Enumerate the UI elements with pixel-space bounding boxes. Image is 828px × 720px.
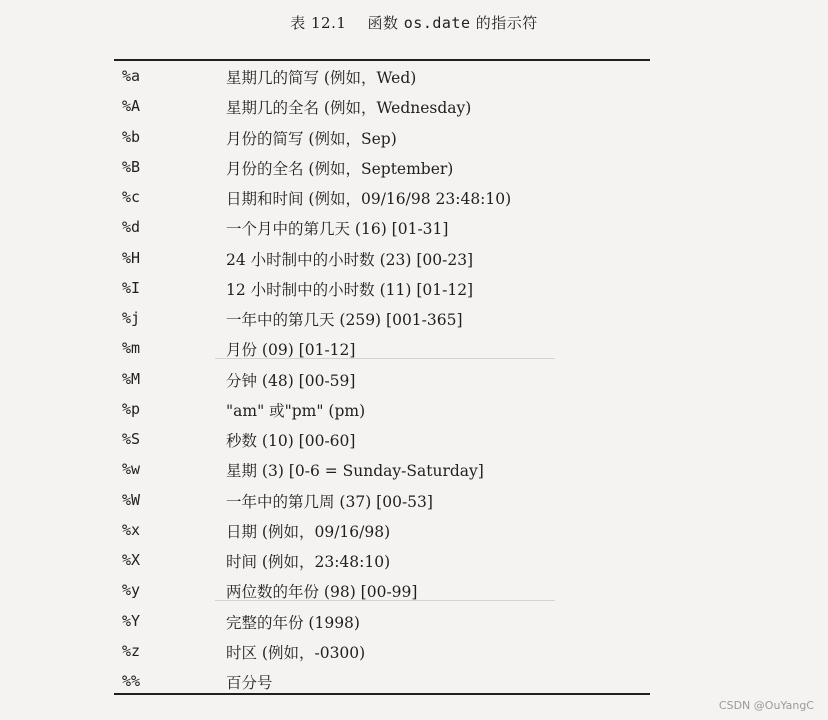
table-row [114, 124, 650, 154]
specifier-description: 日期和时间 (例如，09/16/98 23:48:10) [226, 190, 512, 208]
specifier-code: %x [122, 520, 141, 539]
table-row [114, 396, 650, 426]
specifier-code: %H [122, 248, 141, 267]
specifier-description: 月份 (09) [01-12] [226, 341, 356, 360]
table-row [114, 608, 650, 638]
table-row [114, 275, 650, 305]
specifier-description: 月份的简写 (例如，Sep) [226, 129, 397, 148]
specifier-code: %% [122, 672, 141, 690]
specifier-description: 完整的年份 (1998) [226, 613, 360, 632]
specifier-description: 星期几的简写 (例如，Wed) [226, 69, 417, 87]
specifier-description: 12 小时制中的小时数 (11) [01-12] [226, 280, 474, 299]
specifier-code: %p [122, 399, 141, 418]
specifier-description: 星期几的全名 (例如，Wednesday) [226, 99, 472, 118]
format-specifier-table [114, 63, 650, 698]
specifier-description: 时区 (例如，-0300) [226, 643, 366, 662]
specifier-description: 时间 (例如，23:48:10) [226, 553, 391, 571]
specifier-code: %I [122, 278, 141, 297]
table-row [114, 214, 650, 244]
specifier-code: %S [122, 430, 141, 448]
table-row [114, 638, 650, 668]
specifier-description: 24 小时制中的小时数 (23) [00-23] [226, 250, 474, 269]
specifier-description: 星期 (3) [0-6 = Sunday-Saturday] [226, 462, 484, 481]
table-row [114, 154, 650, 184]
specifier-code: %y [122, 581, 141, 600]
watermark: CSDN @OuYangC [718, 699, 814, 712]
specifier-description: 日期 (例如，09/16/98) [226, 522, 391, 541]
specifier-code: %X [122, 551, 141, 569]
specifier-code: %c [122, 188, 141, 206]
table-caption [0, 12, 828, 33]
specifier-code: %W [122, 490, 141, 509]
table-row [114, 456, 650, 486]
specifier-description: 两位数的年份 (98) [00-99] [226, 583, 418, 602]
caption-label: 表 12.1 [290, 14, 347, 32]
specifier-code: %b [122, 127, 141, 146]
specifier-code: %d [122, 218, 141, 237]
specifier-code: %w [122, 460, 141, 479]
specifier-code: %B [122, 157, 141, 176]
caption-prefix: 函数 [367, 14, 399, 32]
specifier-code: %A [122, 97, 141, 116]
table-row [114, 63, 650, 93]
specifier-code: %z [122, 641, 141, 660]
table-top-rule [114, 59, 650, 61]
table-row [114, 517, 650, 547]
specifier-code: %m [122, 339, 141, 358]
table-row [114, 577, 650, 607]
specifier-description: "am" 或"pm" (pm) [226, 401, 366, 420]
table-row [114, 426, 650, 456]
specifier-code: %Y [122, 611, 141, 630]
caption-suffix: 的指示符 [475, 14, 538, 32]
table-row [114, 335, 650, 365]
specifier-description: 秒数 (10) [00-60] [226, 432, 356, 450]
table-row [114, 366, 650, 396]
table-bottom-rule [114, 693, 650, 695]
specifier-description: 分钟 (48) [00-59] [226, 371, 356, 390]
specifier-description: 一个月中的第几天 (16) [01-31] [226, 220, 449, 239]
table-row [114, 547, 650, 577]
specifier-description: 月份的全名 (例如，September) [226, 159, 454, 178]
caption-function: os.date [403, 14, 471, 32]
specifier-code: %j [122, 309, 141, 327]
table-row [114, 487, 650, 517]
table-row [114, 305, 650, 335]
table-row [114, 184, 650, 214]
specifier-code: %a [122, 67, 141, 85]
specifier-description: 百分号 [226, 674, 273, 692]
table-row [114, 245, 650, 275]
specifier-code: %M [122, 369, 141, 388]
specifier-description: 一年中的第几天 (259) [001-365] [226, 311, 463, 329]
table-row [114, 93, 650, 123]
specifier-description: 一年中的第几周 (37) [00-53] [226, 492, 433, 511]
